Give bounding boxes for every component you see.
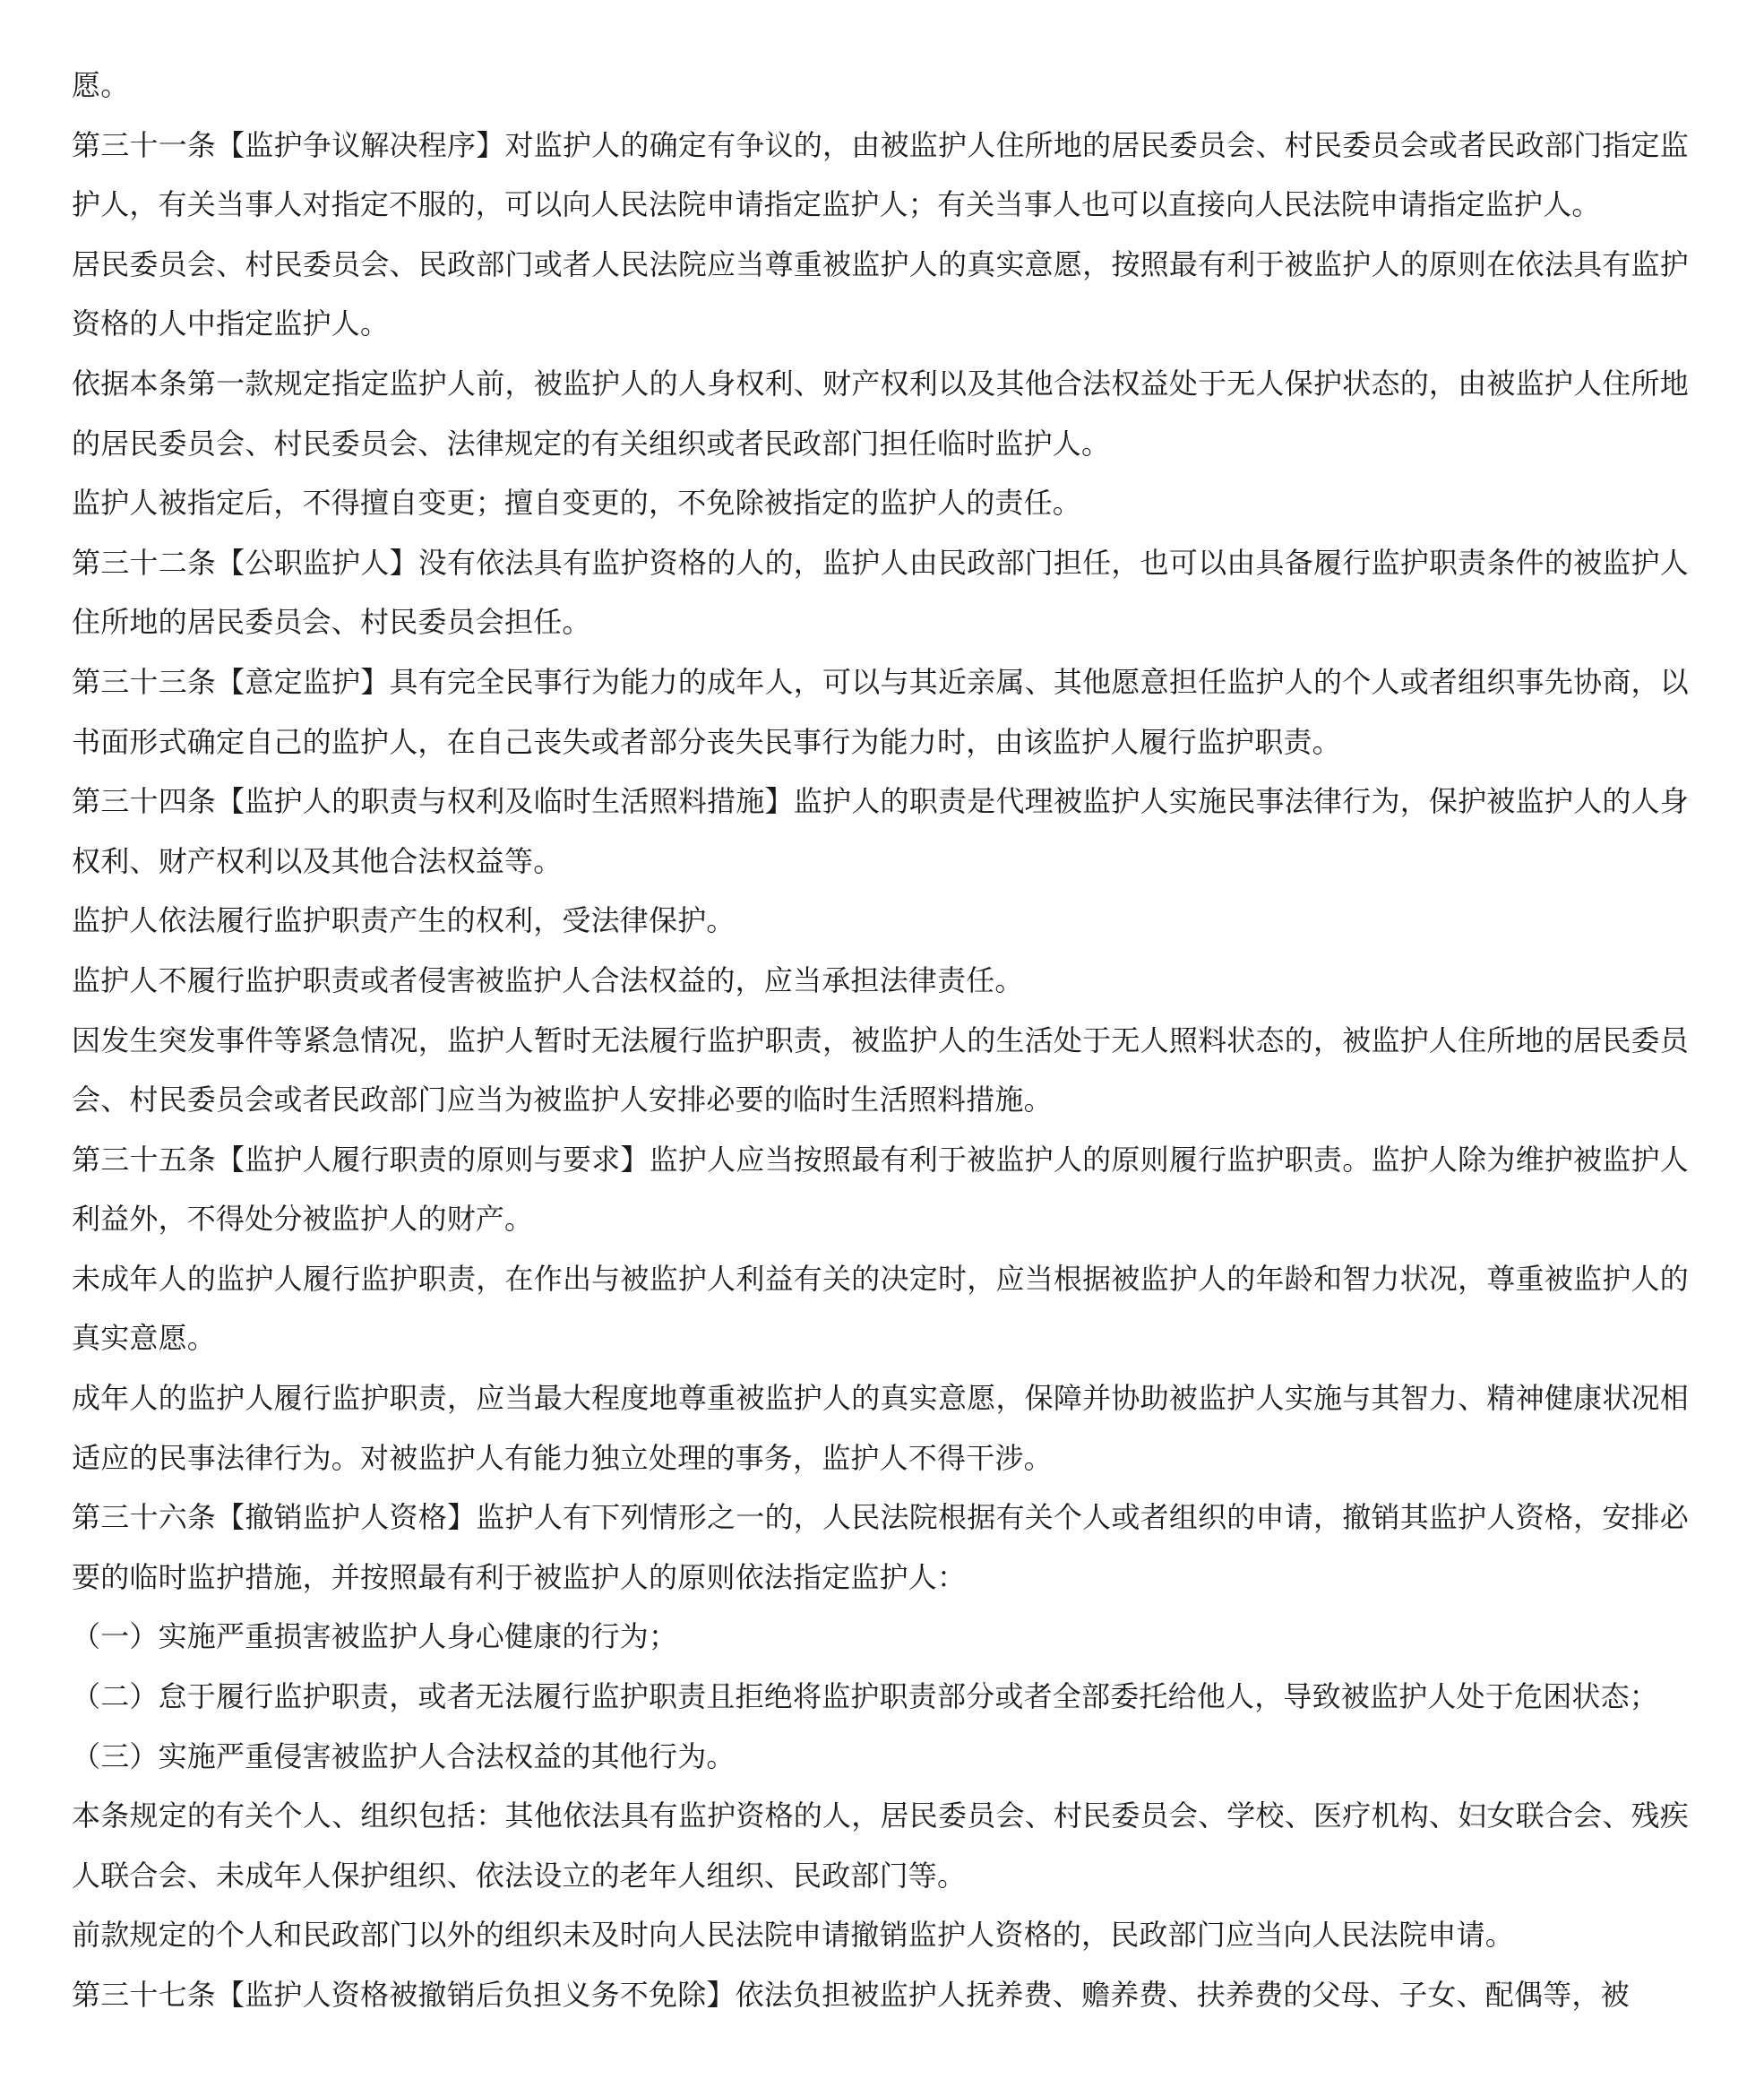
article-36-para-3: 前款规定的个人和民政部门以外的组织未及时向人民法院申请撤销监护人资格的，民政部门应当向人民法院申请。 xyxy=(72,1918,1515,1953)
article-35: 第三十五条【监护人履行职责的原则与要求】监护人应当按照最有利于被监护人的原则履行监护职责。监护人除为维护被监护人利益外，不得处分被监护人的财产。 xyxy=(72,1142,1689,1237)
article-37: 第三十七条【监护人资格被撤销后负担义务不免除】依法负担被监护人抚养费、赡养费、扶养费的父母、子女、配偶等，被 xyxy=(72,1978,1630,2012)
article-31-para-3: 依据本条第一款规定指定监护人前，被监护人的人身权利、财产权利以及其他合法权益处于无人保护状态的，由被监护人住所地的居民委员会、村民委员会、法律规定的有关组织或者民政部门担任临时监护人。 xyxy=(72,366,1689,461)
article-34-para-3: 监护人不履行监护职责或者侵害被监护人合法权益的，应当承担法律责任。 xyxy=(72,962,1024,997)
article-34-para-4: 因发生突发事件等紧急情况，监护人暂时无法履行监护职责，被监护人的生活处于无人照料状态的，被监护人住所地的居民委员会、村民委员会或者民政部门应当为被监护人安排必要的临时生活照料措施。 xyxy=(72,1022,1689,1117)
article-33: 第三十三条【意定监护】具有完全民事行为能力的成年人，可以与其近亲属、其他愿意担任监护人的个人或者组织事先协商，以书面形式确定自己的监护人，在自己丧失或者部分丧失民事行为能力时，由该监护人履行监护职责。 xyxy=(72,664,1689,759)
article-34-para-2: 监护人依法履行监护职责产生的权利，受法律保护。 xyxy=(72,903,736,938)
article-36-item-2: （二）怠于履行监护职责，或者无法履行监护职责且拒绝将监护职责部分或者全部委托给他人，导致被监护人处于危困状态； xyxy=(72,1679,1659,1714)
article-36-item-1: （一）实施严重损害被监护人身心健康的行为； xyxy=(72,1619,678,1654)
article-36-item-3: （三）实施严重侵害被监护人合法权益的其他行为。 xyxy=(72,1738,736,1773)
article-34: 第三十四条【监护人的职责与权利及临时生活照料措施】监护人的职责是代理被监护人实施民事法律行为，保护被监护人的人身权利、财产权利以及其他合法权益等。 xyxy=(72,784,1689,878)
article-36: 第三十六条【撤销监护人资格】监护人有下列情形之一的，人民法院根据有关个人或者组织的申请，撤销其监护人资格，安排必要的临时监护措施，并按照最有利于被监护人的原则依法指定监护人： xyxy=(72,1500,1689,1594)
article-31-para-2: 居民委员会、村民委员会、民政部门或者人民法院应当尊重被监护人的真实意愿，按照最有利于被监护人的原则在依法具有监护资格的人中指定监护人。 xyxy=(72,246,1689,341)
article-32: 第三十二条【公职监护人】没有依法具有监护资格的人的，监护人由民政部门担任，也可以由具备履行监护职责条件的被监护人住所地的居民委员会、村民委员会担任。 xyxy=(72,545,1689,640)
paragraph-continuation: 愿。 xyxy=(72,68,130,102)
article-36-para-2: 本条规定的有关个人、组织包括：其他依法具有监护资格的人，居民委员会、村民委员会、学校、医疗机构、妇女联合会、残疾人联合会、未成年人保护组织、依法设立的老年人组织、民政部门等。 xyxy=(72,1798,1689,1893)
article-35-para-3: 成年人的监护人履行监护职责，应当最大程度地尊重被监护人的真实意愿，保障并协助被监护人实施与其智力、精神健康状况相适应的民事法律行为。对被监护人有能力独立处理的事务，监护人不得干涉。 xyxy=(72,1381,1689,1475)
article-31-para-4: 监护人被指定后，不得擅自变更；擅自变更的，不免除被指定的监护人的责任。 xyxy=(72,486,1082,521)
document-body xyxy=(72,56,1689,2025)
article-31: 第三十一条【监护争议解决程序】对监护人的确定有争议的，由被监护人住所地的居民委员会、村民委员会或者民政部门指定监护人，有关当事人对指定不服的，可以向人民法院申请指定监护人；有关当事人也可以直接向人民法院申请指定监护人。 xyxy=(72,127,1689,222)
article-35-para-2: 未成年人的监护人履行监护职责，在作出与被监护人利益有关的决定时，应当根据被监护人的年龄和智力状况，尊重被监护人的真实意愿。 xyxy=(72,1261,1689,1356)
